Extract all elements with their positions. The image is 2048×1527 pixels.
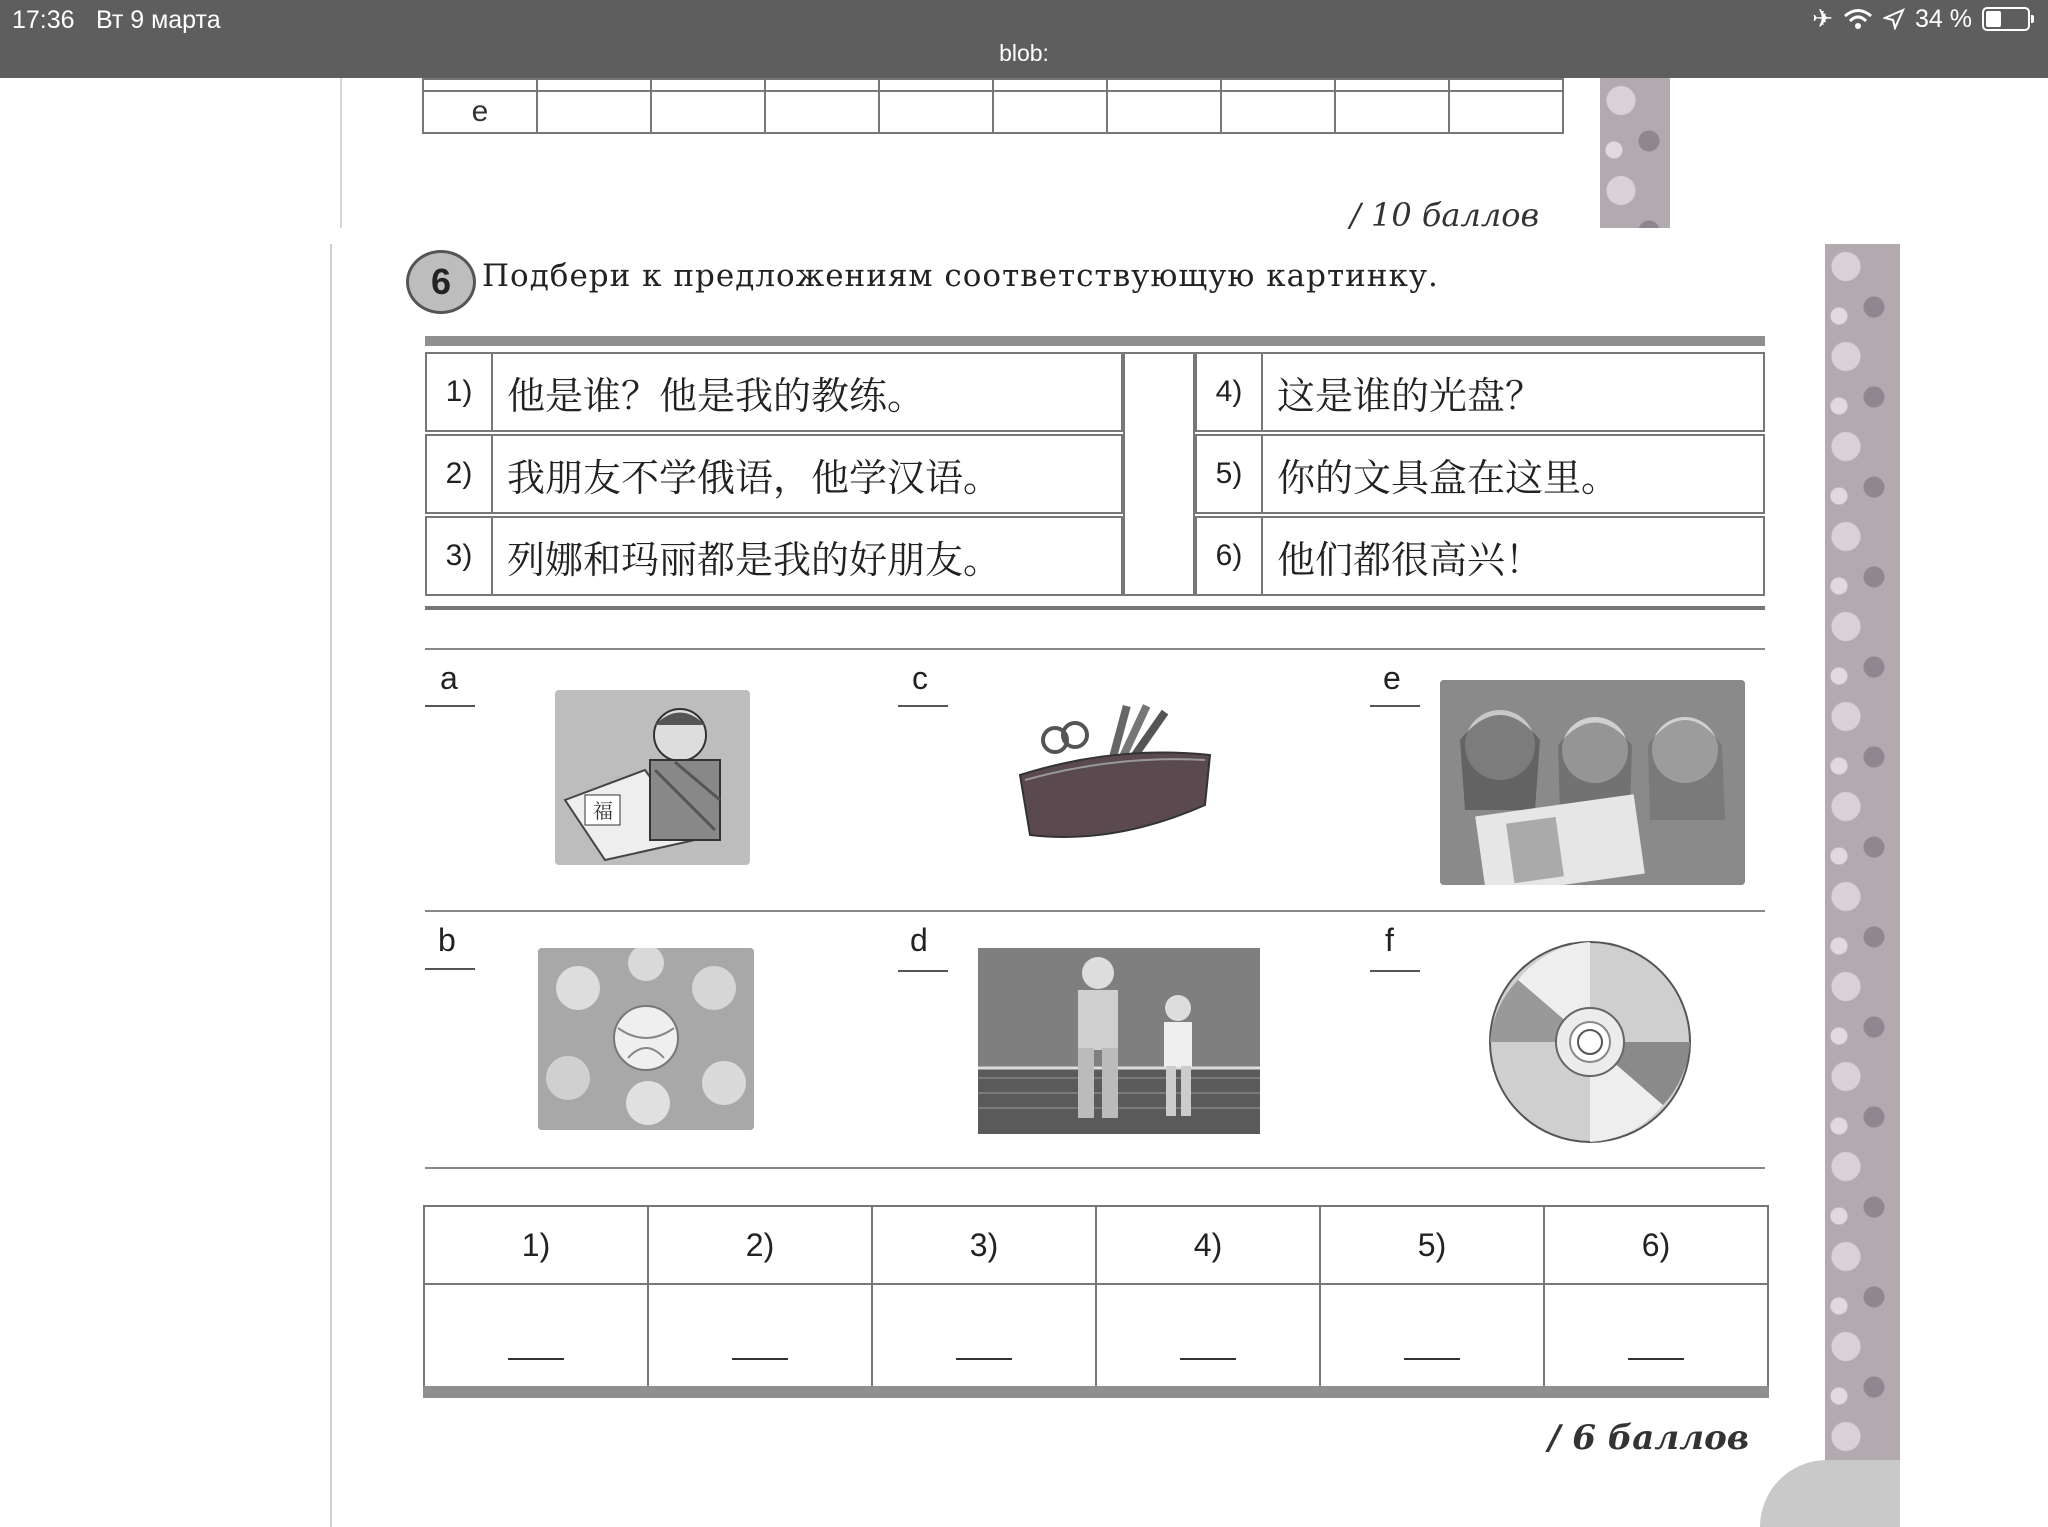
answer-blank	[1370, 970, 1420, 972]
svg-text:福: 福	[593, 799, 613, 823]
sentence-number: 4)	[1195, 352, 1263, 432]
page-edge	[340, 78, 342, 228]
status-date: Вт 9 марта	[96, 6, 221, 34]
status-time: 17:36	[12, 6, 75, 34]
answer-line	[508, 1358, 564, 1360]
previous-answer-table	[422, 78, 1564, 134]
answer-line	[1628, 1358, 1684, 1360]
task-title: Подбери к предложениям соответствующую картинку.	[482, 258, 1439, 294]
sentence-number: 2)	[425, 434, 493, 514]
page-edge	[330, 244, 332, 1527]
answer-line	[1180, 1358, 1236, 1360]
score-top: / 10 баллов	[1350, 196, 1540, 234]
boy-writing-calligraphy-image	[555, 690, 750, 865]
answer-header: 3)	[872, 1206, 1096, 1284]
divider	[425, 648, 1765, 650]
compact-disc-image	[1488, 940, 1693, 1145]
answer-header: 1)	[424, 1206, 648, 1284]
table-gap-cell	[1123, 352, 1195, 596]
sentence-row	[1195, 352, 1765, 432]
sentence-text: 我朋友不学俄语，他学汉语。	[493, 434, 1123, 514]
sentence-row	[425, 516, 1123, 596]
sentence-text: 你的文具盒在这里。	[1263, 434, 1765, 514]
answer-blank	[898, 970, 948, 972]
row-label: e	[423, 91, 537, 133]
location-icon	[1883, 8, 1905, 30]
divider	[425, 910, 1765, 912]
answer-line	[956, 1358, 1012, 1360]
sentence-number: 6)	[1195, 516, 1263, 596]
three-girls-magazine-image	[1440, 680, 1745, 885]
answer-blank	[1370, 705, 1420, 707]
picture-letter-b: b	[438, 922, 456, 958]
sentence-row	[1195, 516, 1765, 596]
battery-fill	[1986, 11, 2001, 27]
wifi-icon	[1843, 7, 1873, 31]
answer-line	[1404, 1358, 1460, 1360]
answer-cell	[424, 1284, 648, 1392]
status-bar	[0, 0, 2048, 78]
picture-letter-c: c	[912, 660, 928, 696]
sentence-text: 他是谁？他是我的教练。	[493, 352, 1123, 432]
ornament-border-right	[1825, 244, 1900, 1527]
answer-cell	[648, 1284, 872, 1392]
picture-letter-e: e	[1383, 660, 1401, 696]
sentence-number: 3)	[425, 516, 493, 596]
battery-percent: 34 %	[1915, 4, 1972, 33]
score-bottom: / 6 баллов	[1548, 1418, 1750, 1458]
divider	[425, 1167, 1765, 1169]
sentence-number: 1)	[425, 352, 493, 432]
children-circle-ball-image	[538, 948, 754, 1130]
picture-letter-f: f	[1385, 922, 1394, 958]
tennis-coach-and-boy-image	[978, 948, 1260, 1134]
picture-letter-d: d	[910, 922, 928, 958]
answer-table	[423, 1205, 1769, 1398]
airplane-icon: ✈	[1812, 5, 1834, 33]
status-icons	[1812, 4, 2030, 34]
answer-header: 4)	[1096, 1206, 1320, 1284]
pencil-case-image	[1015, 695, 1215, 845]
ornament-border-top	[1600, 78, 1670, 228]
answer-cell	[1096, 1284, 1320, 1392]
answer-header: 5)	[1320, 1206, 1544, 1284]
page-url[interactable]: blob:	[999, 40, 1049, 66]
sentence-row	[425, 352, 1123, 432]
answer-header: 6)	[1544, 1206, 1768, 1284]
answer-header: 2)	[648, 1206, 872, 1284]
sentence-row	[425, 434, 1123, 514]
task-number-badge: 6	[406, 250, 476, 314]
sentence-row	[1195, 434, 1765, 514]
answer-line	[732, 1358, 788, 1360]
sentences-table	[425, 336, 1765, 610]
answer-blank	[425, 705, 475, 707]
answer-cell	[1320, 1284, 1544, 1392]
answer-cell	[1544, 1284, 1768, 1392]
answer-blank	[425, 968, 475, 970]
sentence-number: 5)	[1195, 434, 1263, 514]
picture-letter-a: a	[440, 660, 458, 696]
answer-blank	[898, 705, 948, 707]
battery-icon	[1982, 7, 2030, 31]
sentence-text: 列娜和玛丽都是我的好朋友。	[493, 516, 1123, 596]
sentence-text: 他们都很高兴！	[1263, 516, 1765, 596]
answer-cell	[872, 1284, 1096, 1392]
sentence-text: 这是谁的光盘？	[1263, 352, 1765, 432]
